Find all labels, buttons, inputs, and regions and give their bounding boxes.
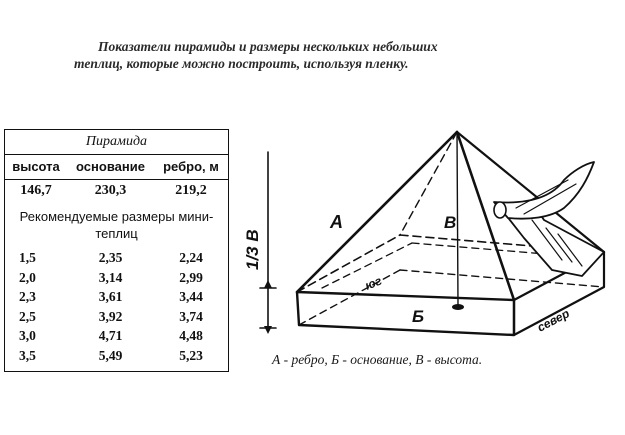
row-edge: 5,23 — [179, 347, 203, 363]
row-height: 2,5 — [19, 308, 36, 324]
pyramid-height: 146,7 — [20, 183, 52, 198]
page-heading — [60, 38, 580, 72]
row-edge: 4,48 — [179, 328, 203, 343]
header-edge: ребро, м — [163, 159, 219, 174]
table-row — [5, 268, 228, 288]
label-height: В — [444, 213, 457, 232]
row-base: 2,35 — [98, 250, 123, 265]
table-header-row — [5, 155, 228, 180]
row-base: 5,49 — [98, 347, 123, 363]
pyramid-base: 230,3 — [94, 183, 127, 198]
dimensions-table — [4, 129, 229, 372]
label-edge: А — [330, 212, 343, 232]
height-line — [457, 132, 458, 306]
rolled-film — [494, 162, 594, 219]
row-base: 3,92 — [98, 308, 123, 324]
header-base: основание — [76, 159, 145, 174]
row-height: 2,3 — [19, 289, 36, 304]
row-height: 2,0 — [19, 269, 36, 285]
row-edge: 2,99 — [179, 269, 203, 285]
header-height: высота — [12, 159, 60, 174]
row-edge: 2,24 — [179, 250, 203, 265]
heading-line-2: теплиц, которые можно построить, используя пленку. — [74, 56, 409, 71]
row-height: 1,5 — [19, 250, 36, 265]
table-title: Пирамида — [5, 130, 228, 155]
row-base: 4,71 — [98, 328, 123, 343]
row-edge: 3,74 — [179, 308, 203, 324]
table-row — [5, 307, 228, 327]
label-south: юг — [362, 273, 384, 293]
row-height: 3,5 — [19, 347, 36, 363]
label-third-height: 1/3 В — [243, 229, 262, 270]
pyramid-diagram — [232, 120, 617, 352]
height-base-point — [452, 304, 464, 310]
arrow-down — [264, 326, 272, 334]
arrow-up — [264, 280, 272, 288]
row-edge: 3,44 — [179, 289, 203, 304]
table-row — [5, 287, 228, 307]
figure-caption: А - ребро, Б - основание, В - высота. — [272, 352, 483, 367]
edge-front-left — [297, 132, 457, 292]
table-row — [5, 346, 228, 366]
pyramid-row — [5, 180, 228, 202]
label-north: север — [534, 306, 572, 335]
row-base: 3,61 — [98, 289, 123, 304]
recommended-label: Рекомендуемые размеры мини-теплиц — [19, 209, 214, 241]
pyramid-edge: 219,2 — [175, 183, 207, 198]
table-row — [5, 326, 228, 346]
table-row — [5, 248, 228, 268]
table-body — [5, 248, 228, 365]
row-base: 3,14 — [98, 269, 123, 285]
label-base: Б — [412, 307, 425, 326]
base-front — [297, 292, 514, 335]
row-height: 3,0 — [19, 328, 36, 343]
heading-line-1: Показатели пирамиды и размеры нескольких небольших — [98, 39, 438, 54]
